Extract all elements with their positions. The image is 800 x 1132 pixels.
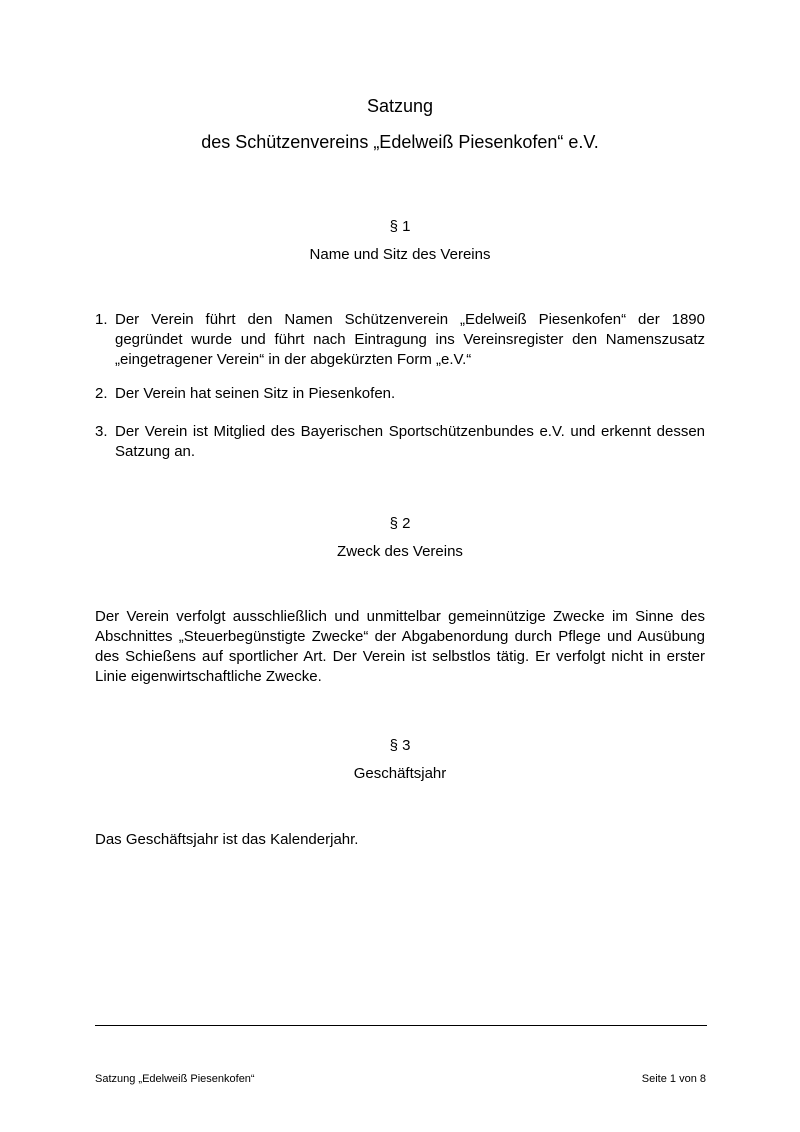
document-subtitle: des Schützenvereins „Edelweiß Piesenkofen“ e.V. (201, 132, 599, 152)
footer-document-name: Satzung „Edelweiß Piesenkofen“ (95, 1073, 255, 1085)
section-2-heading: Zweck des Vereins (337, 543, 463, 560)
section-2-text: Der Verein verfolgt ausschließlich und unmittelbar gemeinnützige Zwecke im Sinne des Abschnittes „Steuerbegünstigte Zwecke“ der Abgabenordung durch Pflege und Ausübung des Schießens auf sportlicher Art. Der Verein ist selbstlos tätig. Er verfolgt nicht in erster Linie eigenwirtschaftliche Zwecke. (95, 608, 705, 685)
section-1-heading: Name und Sitz des Vereins (309, 246, 491, 263)
footer-divider (95, 1025, 707, 1026)
section-3-text: Das Geschäftsjahr ist das Kalenderjahr. (95, 831, 359, 848)
section-1-item-3 (95, 422, 705, 462)
list-text: Der Verein ist Mitglied des Bayerischen Sportschützenbundes e.V. und erkennt dessen Satzung an. (115, 423, 705, 460)
section-2-number: § 2 (389, 515, 411, 532)
section-1-item-2 (95, 384, 705, 404)
section-1-number: § 1 (389, 218, 411, 235)
list-text: Der Verein hat seinen Sitz in Piesenkofen. (115, 385, 396, 402)
list-number: 3. (95, 423, 108, 440)
list-number: 1. (95, 311, 108, 328)
section-1-item-1 (95, 310, 705, 370)
list-number: 2. (95, 385, 108, 402)
section-3-number: § 3 (389, 737, 411, 754)
document-title: Satzung (366, 96, 434, 116)
footer-page-number: Seite 1 von 8 (641, 1073, 706, 1085)
section-3-heading: Geschäftsjahr (353, 765, 447, 782)
list-text: Der Verein führt den Namen Schützenverein „Edelweiß Piesenkofen“ der 1890 gegründet wurde und führt nach Eintragung ins Vereinsregister den Namenszusatz „eingetragener Verein“ in der abgekürzten Form „e.V.“ (115, 311, 705, 368)
